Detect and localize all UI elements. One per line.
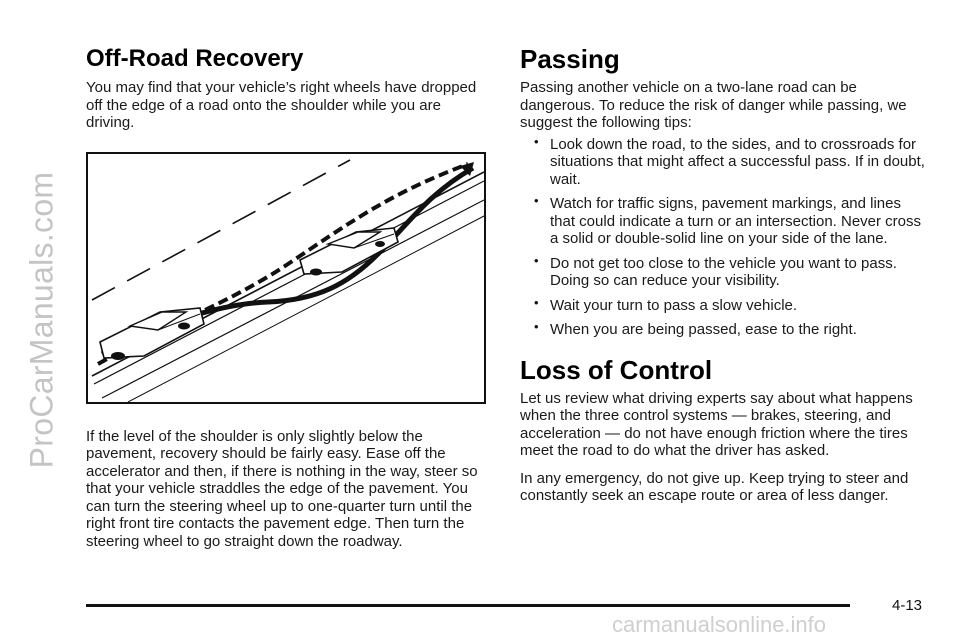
list-item	[532, 133, 930, 189]
list-item	[532, 294, 930, 315]
list-item	[532, 252, 930, 290]
bullet-icon: •	[534, 193, 539, 208]
bullet-icon: •	[534, 294, 539, 310]
off-road-intro-paragraph: You may find that your vehicle’s right wheels have dropped off the edge of a road onto the shoulder while you are driving.	[86, 79, 477, 131]
bottom-watermark: carmanualsonline.info	[612, 612, 827, 637]
tip-text: Watch for traffic signs, pavement markings, and lines that could indicate a turn or an intersection. Never cross a solid or double-solid line on your side of the lane.	[550, 195, 922, 247]
passing-intro-paragraph: Passing another vehicle on a two-lane road can be dangerous. To reduce the risk of danger while passing, we suggest the following tips:	[520, 79, 907, 131]
loss-of-control-paragraph-1: Let us review what driving experts say about what happens when the three control systems — brakes, steering, and acceleration — do not have enough friction where the tires meet the road to do what the driver has asked.	[520, 389, 913, 459]
tip-text: Wait your turn to pass a slow vehicle.	[550, 296, 798, 314]
left-column	[86, 44, 491, 550]
loss-of-control-heading: Loss of Control	[520, 354, 713, 385]
footer-rule	[86, 604, 850, 607]
pavement-edge-line-2	[94, 181, 484, 384]
center-dashed-line	[92, 160, 350, 300]
bullet-icon: •	[534, 319, 539, 334]
road-recovery-illustration	[86, 152, 486, 404]
shoulder-line-2	[128, 216, 484, 402]
tip-text: Do not get too close to the vehicle you want to pass. Doing so can reduce your visibility.	[550, 254, 897, 289]
loss-of-control-paragraph-2: In any emergency, do not give up. Keep trying to steer and constantly seek an escape route or area of less danger.	[520, 469, 909, 504]
right-column	[520, 44, 930, 505]
passing-tips-list	[520, 133, 930, 339]
side-watermark	[0, 0, 60, 640]
bullet-icon: •	[534, 252, 539, 268]
off-road-recovery-heading: Off-Road Recovery	[86, 45, 304, 72]
off-road-recovery-paragraph: If the level of the shoulder is only slightly below the pavement, recovery should be fairly easy. Ease off the accelerator and then, if there is nothing in the way, steer so that your vehicle straddles the edge of the pavement. You can turn the steering wheel up to one-quarter turn until the right front tire contacts the pavement edge. Then turn the steering wheel to go straight down the roadway.	[86, 427, 478, 550]
bullet-icon: •	[534, 133, 539, 149]
side-watermark-text: ProCarManuals.com	[23, 171, 60, 469]
tip-text: Look down the road, to the sides, and to crossroads for situations that might affect a successful pass. If in doubt, wait.	[550, 135, 925, 188]
passing-heading: Passing	[520, 44, 620, 74]
list-item	[532, 321, 930, 339]
list-item	[532, 195, 930, 248]
tip-text: When you are being passed, ease to the right.	[550, 321, 857, 338]
car-rear	[100, 308, 204, 360]
page-number: 4-13	[892, 597, 923, 614]
